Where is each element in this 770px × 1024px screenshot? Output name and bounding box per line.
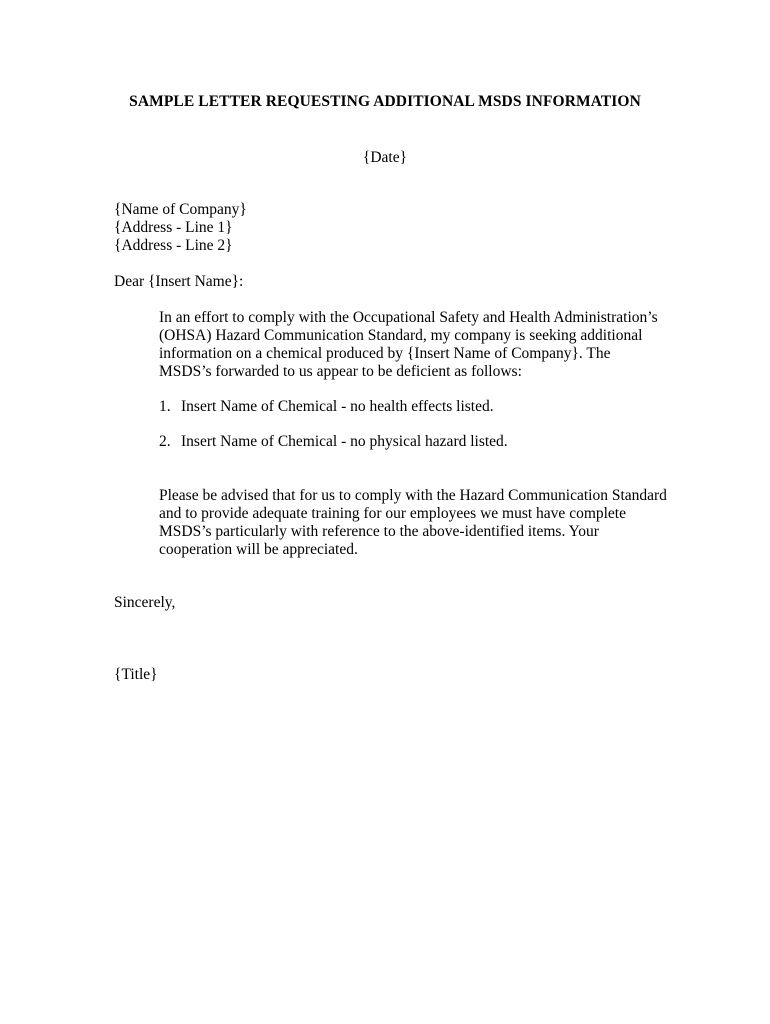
recipient-address	[114, 201, 247, 255]
letter-title: SAMPLE LETTER REQUESTING ADDITIONAL MSDS INFORMATION	[129, 93, 641, 110]
list-item-number: 2.	[159, 433, 171, 450]
address-line: {Address - Line 1}	[114, 219, 233, 236]
paragraph-line: In an effort to comply with the Occupational Safety and Health Administration’s	[159, 309, 658, 326]
list-item-text: Insert Name of Chemical - no health effects listed.	[181, 398, 494, 415]
closing: Sincerely,	[114, 594, 176, 611]
letter-date: {Date}	[362, 149, 408, 166]
signature-title: {Title}	[114, 666, 158, 683]
paragraph-line: (OHSA) Hazard Communication Standard, my company is seeking additional	[159, 327, 643, 344]
list-item-1	[159, 398, 494, 416]
paragraph-line: information on a chemical produced by {Insert Name of Company}. The	[159, 345, 611, 362]
paragraph-line: MSDS’s forwarded to us appear to be deficient as follows:	[159, 363, 522, 380]
paragraph-line: MSDS’s particularly with reference to the above-identified items. Your	[159, 523, 599, 540]
paragraph-line: cooperation will be appreciated.	[159, 541, 358, 558]
address-line: {Name of Company}	[114, 201, 247, 218]
paragraph-line: and to provide adequate training for our employees we must have complete	[159, 505, 626, 522]
salutation: Dear {Insert Name}:	[114, 273, 244, 290]
list-item-text: Insert Name of Chemical - no physical hazard listed.	[181, 433, 508, 450]
list-item-number: 1.	[159, 398, 171, 415]
paragraph-line: Please be advised that for us to comply with the Hazard Communication Standard	[159, 487, 667, 504]
address-line: {Address - Line 2}	[114, 237, 233, 254]
list-item-2	[159, 433, 508, 451]
body-paragraph-2	[159, 487, 699, 559]
body-paragraph-1	[159, 309, 679, 381]
